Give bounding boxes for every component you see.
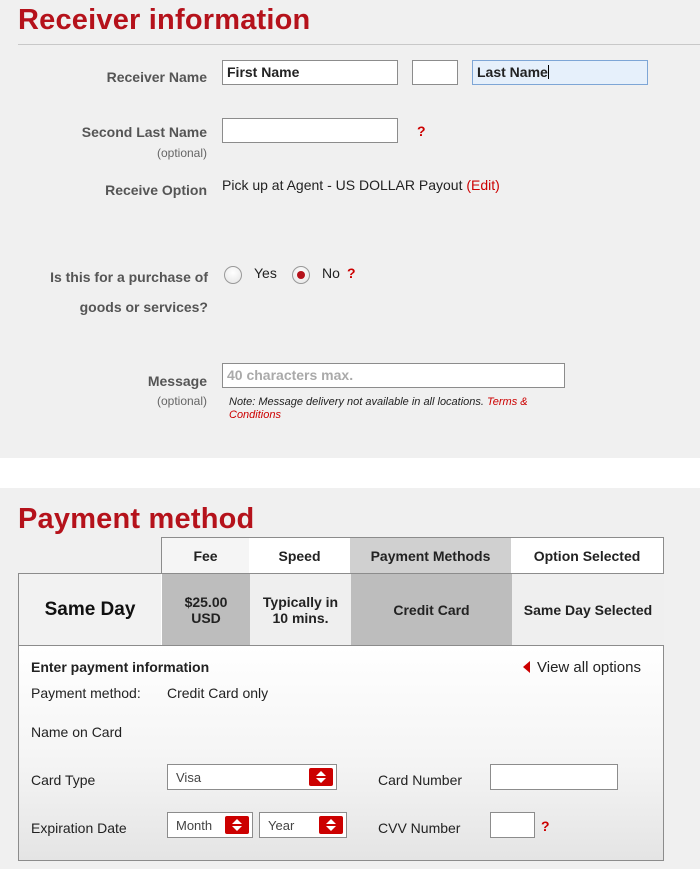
title-divider [18, 44, 700, 45]
purchase-no-label: No [322, 265, 340, 281]
purchase-label-line1: Is this for a purchase of [50, 269, 208, 285]
receiver-name-label: Receiver Name [106, 69, 207, 85]
expiration-year-select[interactable] [259, 812, 347, 838]
text-caret [548, 65, 549, 79]
card-type-value: Visa [176, 770, 202, 785]
second-last-name-input[interactable] [222, 118, 398, 143]
receiver-title: Receiver information [18, 4, 311, 36]
purchase-label-line2: goods or services? [79, 299, 208, 315]
last-name-input[interactable] [472, 60, 648, 85]
card-type-arrows-icon[interactable] [309, 768, 333, 786]
name-on-card-label: Name on Card [31, 724, 123, 740]
speed-line2: 10 mins. [272, 609, 329, 626]
purchase-no-radio[interactable] [292, 266, 310, 284]
same-day-row[interactable] [19, 574, 664, 646]
expiration-date-label: Expiration Date [31, 820, 127, 836]
row-payment-method: Credit Card [351, 574, 512, 645]
receive-option-text [222, 177, 500, 193]
fee-amount: $25.00 [184, 593, 228, 610]
receive-option-value: Pick up at Agent - US DOLLAR Payout [222, 177, 463, 193]
expiration-month-select[interactable] [167, 812, 253, 838]
arrow-left-icon [523, 661, 530, 673]
header-speed: Speed [249, 537, 350, 574]
view-all-label: View all options [537, 659, 641, 676]
month-value: Month [176, 818, 213, 833]
year-value: Year [268, 818, 295, 833]
purchase-yes-label: Yes [254, 265, 277, 281]
purchase-yes-radio[interactable] [224, 266, 242, 284]
card-number-input[interactable] [490, 764, 618, 790]
row-option-selected: Same Day Selected [512, 574, 664, 645]
payment-method-label: Payment method: [31, 685, 141, 701]
cvv-input[interactable] [490, 812, 535, 838]
year-arrows-icon[interactable] [319, 816, 343, 834]
second-last-help-icon[interactable]: ? [417, 123, 426, 139]
row-name: Same Day [19, 574, 161, 645]
month-arrows-icon[interactable] [225, 816, 249, 834]
terms-link[interactable]: Terms & Conditions [229, 396, 528, 421]
header-fee: Fee [161, 537, 249, 574]
message-optional: (optional) [156, 394, 207, 408]
row-fee [162, 574, 250, 645]
row-speed [250, 574, 351, 645]
section-gap [0, 458, 700, 488]
speed-line1: Typically in [262, 593, 339, 610]
card-type-select[interactable] [167, 764, 337, 790]
last-name-value: Last Name [477, 64, 548, 80]
cvv-label: CVV Number [378, 820, 461, 836]
enter-payment-heading: Enter payment information [31, 659, 210, 675]
fee-currency: USD [191, 609, 221, 626]
header-payment-methods: Payment Methods [350, 537, 511, 574]
edit-link[interactable]: (Edit) [466, 177, 500, 193]
message-input[interactable]: 40 characters max. [222, 363, 565, 388]
message-note-text: Note: Message delivery not available in all locations. [229, 396, 484, 408]
second-last-optional: (optional) [156, 146, 207, 160]
card-number-label: Card Number [378, 772, 463, 788]
second-last-name-label: Second Last Name [81, 124, 207, 140]
header-option-selected: Option Selected [511, 537, 664, 574]
purchase-help-icon[interactable]: ? [347, 265, 356, 281]
receive-option-label: Receive Option [105, 182, 207, 198]
message-label: Message [147, 373, 207, 389]
middle-name-input[interactable] [412, 60, 458, 85]
first-name-input[interactable]: First Name [222, 60, 398, 85]
view-all-options-link[interactable] [523, 659, 641, 676]
payment-title: Payment method [18, 503, 255, 535]
message-note [229, 396, 569, 422]
payment-method-value: Credit Card only [167, 685, 269, 701]
cvv-help-icon[interactable]: ? [541, 818, 550, 834]
card-type-label: Card Type [31, 772, 96, 788]
